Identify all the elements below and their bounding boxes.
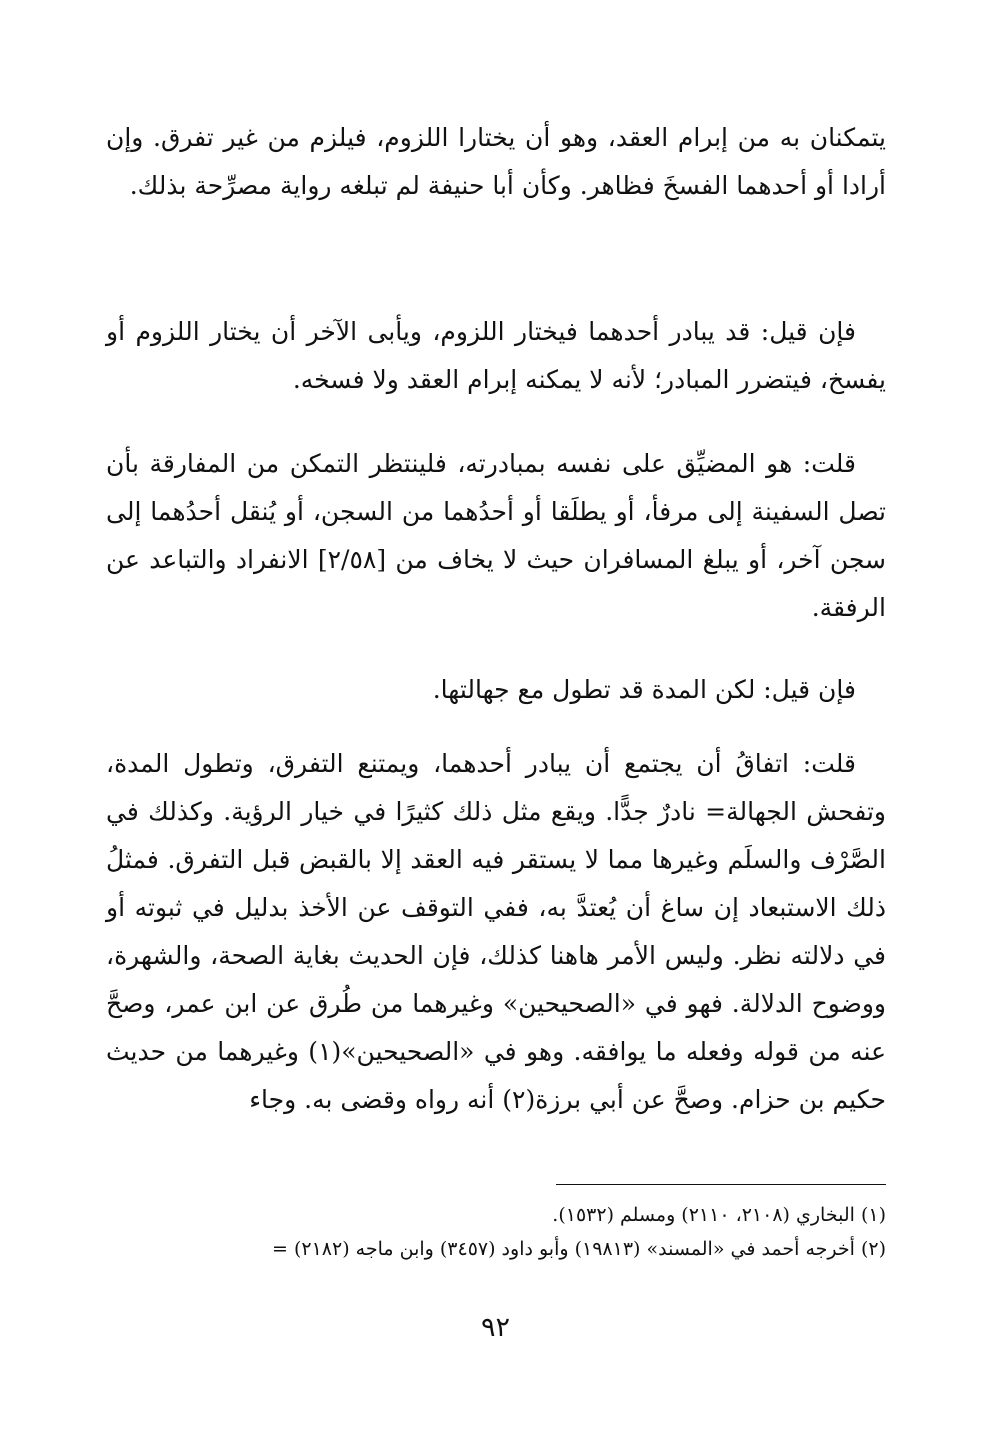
footnote-1: (١) البخاري (٢١٠٨، ٢١١٠) ومسلم (١٥٣٢). bbox=[552, 1204, 886, 1226]
footnotes bbox=[86, 1198, 886, 1266]
paragraph-2: فإن قيل: قد يبادر أحدهما فيختار اللزوم، ويأبى الآخر أن يختار اللزوم أو يفسخ، فيتضرر المبادر؛ لأنه لا يمكنه إبرام العقد ولا فسخه. bbox=[106, 317, 886, 394]
paragraph-1: يتمكنان به من إبرام العقد، وهو أن يختارا اللزوم، فيلزم من غير تفرق. وإن أرادا أو أحدهما الفسخَ فظاهر. وكأن أبا حنيفة لم تبلغه رواية مصرِّحة بذلك. bbox=[106, 123, 886, 200]
page-number: ٩٢ bbox=[480, 1312, 510, 1343]
footnote-divider bbox=[556, 1184, 886, 1185]
footnote-2: (٢) أخرجه أحمد في «المسند» (١٩٨١٣) وأبو داود (٣٤٥٧) وابن ماجه (٢١٨٢) = bbox=[272, 1238, 886, 1260]
paragraph-3: قلت: هو المضيِّق على نفسه بمبادرته، فلينتظر التمكن من المفارقة بأن تصل السفينة إلى مرفأ، أو يطلَقا أو أحدُهما من السجن، أو يُنقل أحدُهما إلى سجن آخر، أو يبلغ المسافران حيث لا يخاف من [٢/٥٨] الانفراد والتباعد عن الرفقة. bbox=[106, 449, 886, 622]
paragraph-5: قلت: اتفاقُ أن يجتمع أن يبادر أحدهما، ويمتنع التفرق، وتطول المدة، وتفحش الجهالة= نادرٌ جدًّا. ويقع مثل ذلك كثيرًا في خيار الرؤية. وكذلك في الصَّرْف والسلَم وغيرها مما لا يستقر فيه العقد إلا بالقبض قبل التفرق. فمثلُ ذلك الاستبعاد إن ساغ أن يُعتدَّ به، ففي التوقف عن الأخذ بدليل في ثبوته أو في دلالته نظر. وليس الأمر هاهنا كذلك، فإن الحديث بغاية الصحة، والشهرة، ووضوح الدلالة. فهو في «الصحيحين» وغيرهما من طُرق عن ابن عمر، وصحَّ عنه من قوله وفعله ما يوافقه. وهو في «الصحيحين»(١) وغيرهما من حديث حكيم بن حزام. وصحَّ عن أبي برزة(٢) أنه رواه وقضى به. وجاء bbox=[106, 749, 886, 1114]
paragraph-4: فإن قيل: لكن المدة قد تطول مع جهالتها. bbox=[432, 675, 856, 704]
